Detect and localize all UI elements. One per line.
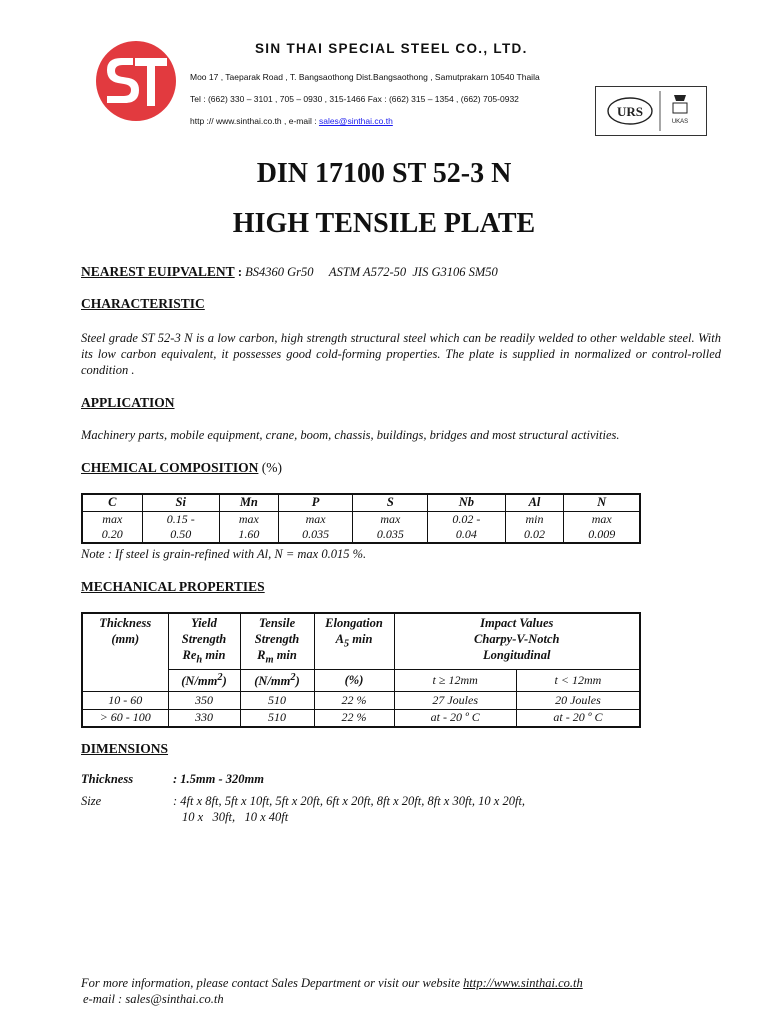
header-yield-unit — [168, 669, 240, 691]
cell-line: max — [591, 511, 612, 526]
cell-line: 0.15 - — [166, 511, 195, 526]
chemical-unit: (%) — [258, 460, 283, 475]
size-label: Size — [81, 794, 102, 808]
table-cell — [505, 511, 564, 543]
characteristic-heading: CHARACTERISTIC — [81, 296, 205, 311]
cell-line: 0.009 — [588, 526, 616, 541]
table-header-cell: P — [278, 494, 353, 511]
header-impact-thin: t < 12mm — [516, 669, 640, 691]
page-subtitle: HIGH TENSILE PLATE — [232, 208, 536, 239]
size-value-line1: : 4ft x 8ft, 5ft x 10ft, 5ft x 20ft, 6ft x 20ft, 8ft x 20ft, 8ft x 30ft, 10 x 20ft, — [173, 794, 526, 808]
header-line: R — [257, 648, 266, 662]
table-cell — [428, 511, 505, 543]
header-line: min — [202, 648, 226, 662]
table-header-cell: C — [82, 494, 142, 511]
header-elongation-unit: (%) — [314, 669, 394, 691]
header-sub: h — [196, 654, 203, 666]
thickness-label: Thickness — [81, 772, 134, 786]
equivalent-colon: : — [234, 265, 246, 279]
header-line: Charpy-V-Notch — [474, 632, 560, 646]
header-line: ) — [222, 674, 227, 689]
header-line: min — [273, 648, 297, 662]
cell-line: 0.035 — [376, 526, 404, 541]
table-cell: at - 20 º C — [394, 709, 516, 727]
table-header-row — [82, 613, 640, 669]
table-row — [82, 511, 640, 543]
size-value-line2: 10 x 30ft, 10 x 40ft — [182, 810, 289, 824]
header-tensile-unit — [240, 669, 314, 691]
cell-line: 0.20 — [101, 526, 123, 541]
cell-line: 0.04 — [455, 526, 477, 541]
table-header-cell: Nb — [428, 494, 505, 511]
table-header-cell: Si — [142, 494, 219, 511]
table-row — [82, 709, 640, 727]
table-cell: 22 % — [314, 691, 394, 709]
application-heading: APPLICATION — [81, 395, 175, 410]
header-yield — [168, 613, 240, 669]
footer-text: For more information, please contact Sales Department or visit our website — [81, 976, 464, 990]
thickness-value: : 1.5mm - 320mm — [173, 772, 264, 786]
header-line: Strength — [181, 632, 227, 646]
chemical-note: Note : If steel is grain-refined with Al, N = max 0.015 %. — [81, 547, 367, 561]
company-name: SIN THAI SPECIAL STEEL CO., LTD. — [255, 41, 528, 56]
header-sup: 2 — [217, 672, 223, 684]
table-header-cell: N — [564, 494, 640, 511]
header-tensile — [240, 613, 314, 669]
certification-badges — [595, 86, 707, 136]
cell-line: 0.02 - — [452, 511, 481, 526]
table-cell: 27 Joules — [394, 691, 516, 709]
header-sub: 5 — [343, 638, 350, 650]
header-thickness — [82, 613, 168, 691]
cell-line: 1.60 — [238, 526, 260, 541]
company-phone: Tel : (662) 330 – 3101 , 705 – 0930 , 315-1466 Fax : (662) 315 – 1354 , (662) 705-0932 — [190, 94, 519, 104]
table-header-cell: Al — [505, 494, 564, 511]
equivalent-value: BS4360 Gr50 ASTM A572-50 JIS G3106 SM50 — [245, 265, 498, 279]
table-cell — [219, 511, 278, 543]
header-email-link[interactable]: sales@sinthai.co.th — [318, 116, 393, 126]
mechanical-heading: MECHANICAL PROPERTIES — [81, 579, 265, 594]
nearest-equivalent — [81, 264, 498, 280]
header-sup: 2 — [290, 672, 296, 684]
cell-line: 0.50 — [170, 526, 192, 541]
header-line: Thickness — [99, 616, 152, 630]
table-header-cell: S — [353, 494, 428, 511]
application-text: Machinery parts, mobile equipment, crane, boom, chassis, buildings, bridges and most structural activities. — [81, 428, 620, 442]
footer-contact — [81, 976, 583, 991]
table-cell: 330 — [168, 709, 240, 727]
table-cell: 22 % — [314, 709, 394, 727]
chemical-composition-table — [81, 493, 641, 544]
header-line: (N/mm — [181, 674, 218, 689]
header-line: A — [335, 632, 344, 646]
header-line: min — [349, 632, 373, 646]
header-line: Re — [182, 648, 197, 662]
urs-mark: URS — [616, 104, 644, 119]
cell-line: max — [238, 511, 259, 526]
table-cell — [564, 511, 640, 543]
dimensions-heading: DIMENSIONS — [81, 741, 169, 756]
header-impact — [394, 613, 640, 669]
header-line: Tensile — [258, 616, 296, 630]
chemical-heading-label: CHEMICAL COMPOSITION — [81, 460, 259, 475]
table-cell: at - 20 º C — [516, 709, 640, 727]
header-line: (N/mm — [254, 674, 291, 689]
table-cell: 510 — [240, 691, 314, 709]
table-cell: > 60 - 100 — [82, 709, 168, 727]
header-impact-thick: t ≥ 12mm — [394, 669, 516, 691]
table-cell — [82, 511, 142, 543]
table-cell — [353, 511, 428, 543]
table-cell — [278, 511, 353, 543]
chemical-heading — [81, 460, 282, 476]
cell-line: 0.035 — [302, 526, 330, 541]
footer-email: e-mail : sales@sinthai.co.th — [83, 992, 224, 1006]
cell-line: max — [380, 511, 401, 526]
ukas-mark: UKAS — [671, 119, 689, 125]
equivalent-label: NEAREST EUIPVALENT — [81, 264, 235, 279]
web-prefix: http :// www.sinthai.co.th , e-mail : — [190, 116, 319, 126]
header-line: ) — [295, 674, 300, 689]
header-line: Strength — [254, 632, 300, 646]
header-line: Yield — [191, 616, 217, 630]
header-sub: m — [265, 654, 274, 666]
cell-line: 0.02 — [524, 526, 545, 541]
header-elongation — [314, 613, 394, 669]
cell-line: min — [525, 511, 544, 526]
table-header-cell: Mn — [219, 494, 278, 511]
cell-line: max — [102, 511, 123, 526]
table-cell: 10 - 60 — [82, 691, 168, 709]
mechanical-properties-table — [81, 612, 641, 728]
company-logo — [95, 40, 177, 122]
table-row — [82, 691, 640, 709]
cell-line: max — [305, 511, 326, 526]
table-cell: 20 Joules — [516, 691, 640, 709]
characteristic-text: Steel grade ST 52-3 N is a low carbon, high strength structural steel which can be readily welded to other weldable steel. With its low carbon equivalent, it possesses good cold-forming properties. The plate is supplied in normalized or control-rolled condition . — [81, 331, 721, 377]
company-web — [190, 116, 393, 126]
company-address: Moo 17 , Taeparak Road , T. Bangsaothong Dist.Bangsaothong , Samutprakarn 10540 Thaila — [190, 72, 540, 82]
table-cell: 350 — [168, 691, 240, 709]
table-cell: 510 — [240, 709, 314, 727]
header-line: (mm) — [111, 632, 140, 646]
page-title: DIN 17100 ST 52-3 N — [256, 158, 512, 189]
table-cell — [142, 511, 219, 543]
header-line: Impact Values — [480, 616, 554, 630]
table-header-row — [82, 494, 640, 511]
header-line: Longitudinal — [483, 648, 551, 662]
footer-website-link[interactable]: http://www.sinthai.co.th — [463, 976, 583, 990]
header-line: Elongation — [325, 616, 383, 630]
